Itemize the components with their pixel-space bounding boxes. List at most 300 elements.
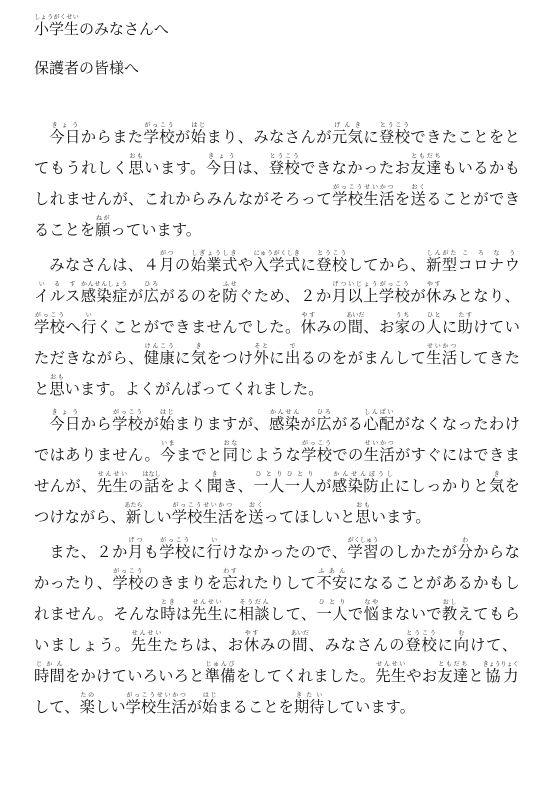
furigana-word: [49, 122, 81, 146]
furigana-reading: がくしゅう: [347, 537, 379, 544]
ruby-base: 休: [426, 287, 442, 305]
letter-paragraph-1: [34, 122, 520, 246]
ruby-base: 願: [95, 221, 111, 239]
furigana-word: [80, 281, 128, 305]
furigana-word: [49, 374, 65, 398]
furigana-reading: あいだ: [346, 312, 365, 319]
ruby-base: 感染防止: [331, 477, 395, 495]
text-run: をつけながら、: [34, 477, 520, 526]
text-run: と: [468, 667, 484, 685]
furigana-word: [437, 661, 469, 685]
text-run: が: [186, 698, 203, 716]
furigana-word: [394, 312, 411, 336]
furigana-word: [124, 502, 143, 526]
text-run: けなかったので、: [222, 543, 348, 561]
furigana-word: [363, 440, 396, 464]
furigana-word: [379, 122, 411, 146]
furigana-reading: がっこう: [301, 440, 333, 447]
ruby-base: 相談: [238, 605, 270, 623]
text-run: は: [175, 605, 192, 623]
text-run: しています。: [324, 698, 416, 716]
ruby-base: 登校: [405, 636, 438, 654]
text-run: しい: [94, 698, 126, 716]
furigana-word: [290, 630, 309, 654]
ruby-base: 登校: [379, 128, 411, 146]
furigana-word: [204, 661, 236, 685]
letter-paragraph-2: [34, 250, 520, 405]
furigana-reading: やす: [426, 281, 442, 288]
furigana-reading: せんせい: [191, 599, 223, 606]
ruby-base: 悩: [363, 605, 380, 623]
ruby-base: 防: [222, 287, 238, 305]
furigana-word: [142, 471, 161, 495]
ruby-base: 聞: [206, 477, 223, 495]
furigana-word: [191, 599, 223, 623]
furigana-reading: かんせんぼうし: [331, 471, 395, 478]
ruby-base: 先生: [130, 636, 164, 654]
text-run: じような: [238, 446, 302, 464]
ruby-base: 時間: [34, 667, 66, 685]
furigana-word: [143, 122, 175, 146]
furigana-word: [125, 692, 187, 716]
furigana-word: [378, 281, 411, 305]
text-run: に: [269, 349, 285, 367]
text-run: が: [174, 128, 191, 146]
furigana-reading: たの: [79, 692, 95, 699]
text-run: けていただきながら、: [34, 318, 520, 367]
ruby-base: 一人: [316, 605, 348, 623]
text-run: 、お: [363, 318, 395, 336]
furigana-reading: じゅんび: [204, 661, 236, 668]
furigana-word: [190, 250, 238, 274]
letter-heading-parents: [34, 54, 520, 83]
text-run: 保護者の皆様へ: [34, 58, 140, 77]
ruby-base: 学習: [347, 543, 379, 561]
furigana-word: [346, 312, 365, 336]
furigana-word: [253, 343, 270, 367]
furigana-word: [284, 343, 301, 367]
text-run: もいるかもしれませんが、これからみんながそろって: [34, 159, 520, 208]
furigana-reading: ふせ: [222, 281, 238, 288]
furigana-reading: ひろ: [143, 281, 159, 288]
furigana-word: [206, 537, 223, 561]
furigana-reading: き: [206, 471, 223, 478]
text-run: みなさんは、４: [49, 256, 160, 274]
text-run: に: [175, 349, 191, 367]
furigana-word: [316, 568, 348, 592]
text-run: の: [174, 256, 191, 274]
furigana-word: [293, 692, 325, 716]
furigana-reading: きょう: [205, 153, 237, 160]
furigana-word: [190, 343, 207, 367]
furigana-reading: がっこう: [143, 122, 175, 129]
ruby-base: 感染症: [80, 287, 128, 305]
text-run: まり、みなさんが: [206, 128, 332, 146]
furigana-word: [130, 630, 164, 654]
furigana-word: [316, 409, 332, 433]
text-run: たちは、お: [163, 636, 244, 654]
furigana-reading: にゅうがくしき: [253, 250, 301, 257]
furigana-reading: がっこうせいかつ: [125, 692, 187, 699]
furigana-reading: わ: [457, 537, 473, 544]
ruby-base: 学校: [143, 128, 175, 146]
furigana-reading: おも: [128, 153, 144, 160]
furigana-word: [127, 537, 144, 561]
text-run: に: [363, 128, 380, 146]
ruby-base: 忘: [222, 574, 238, 592]
ruby-base: 感染: [269, 415, 301, 433]
furigana-reading: げついじょう: [331, 281, 379, 288]
ruby-base: 心配: [363, 415, 395, 433]
text-run: から: [80, 415, 113, 433]
furigana-reading: しんぱい: [363, 409, 395, 416]
ruby-base: 思: [355, 508, 371, 526]
furigana-reading: はなし: [142, 471, 161, 478]
furigana-reading: ころなういるす: [34, 250, 520, 288]
ruby-base: 思: [128, 159, 145, 177]
ruby-base: 広: [316, 415, 332, 433]
text-run: がなくなったわけではありません。: [34, 415, 520, 464]
text-run: います。: [370, 508, 431, 526]
ruby-base: 広: [143, 287, 160, 305]
furigana-word: [128, 153, 145, 177]
ruby-base: 期待: [293, 698, 325, 716]
furigana-word: [426, 312, 442, 336]
ruby-base: 月以上: [331, 287, 379, 305]
furigana-word: [457, 312, 474, 336]
furigana-reading: はじ: [190, 122, 206, 129]
furigana-reading: がっこう: [378, 281, 410, 288]
furigana-word: [332, 184, 395, 208]
text-run: のみなさんへ: [79, 20, 169, 38]
furigana-word: [143, 343, 176, 367]
ruby-base: 送: [248, 508, 264, 526]
text-run: を: [232, 508, 249, 526]
ruby-base: 始: [190, 128, 207, 146]
furigana-reading: きたい: [293, 692, 325, 699]
furigana-reading: おも: [49, 374, 65, 381]
furigana-reading: かんせんしょう: [80, 281, 128, 288]
furigana-reading: おく: [410, 184, 426, 191]
furigana-word: [316, 599, 348, 623]
furigana-reading: せんせい: [130, 630, 163, 637]
ruby-base: 気: [488, 477, 505, 495]
ruby-base: 生活: [363, 446, 396, 464]
ruby-base: 一人一人: [253, 477, 317, 495]
text-run: をつけ: [206, 349, 254, 367]
furigana-reading: きょう: [49, 122, 81, 129]
ruby-base: 入学式: [253, 256, 301, 274]
furigana-word: [171, 502, 233, 526]
ruby-base: 向: [453, 636, 470, 654]
furigana-reading: しょうがくせい: [34, 14, 79, 21]
furigana-reading: せんせい: [375, 661, 407, 668]
furigana-reading: とうこう: [379, 122, 411, 129]
furigana-reading: がっこうせいかつ: [171, 502, 233, 509]
furigana-word: [375, 661, 407, 685]
furigana-reading: せいかつ: [363, 440, 395, 447]
furigana-reading: なや: [363, 599, 379, 606]
furigana-reading: おく: [248, 502, 264, 509]
text-run: みの: [316, 318, 348, 336]
text-run: して、: [269, 605, 317, 623]
ruby-base: 始: [202, 698, 218, 716]
text-run: に: [437, 636, 454, 654]
furigana-word: [355, 502, 371, 526]
ruby-base: 外: [253, 349, 270, 367]
ruby-base: 始: [159, 415, 175, 433]
text-run: しい: [141, 508, 172, 526]
furigana-reading: ともだち: [437, 661, 469, 668]
letter-body: [34, 122, 520, 723]
furigana-reading: とうこう: [268, 153, 300, 160]
furigana-word: [34, 661, 66, 685]
ruby-base: 出: [284, 349, 301, 367]
ruby-base: 学校: [34, 318, 66, 336]
text-run: で: [347, 605, 364, 623]
ruby-base: 今日: [49, 415, 81, 433]
furigana-word: [331, 281, 379, 305]
furigana-word: [363, 599, 380, 623]
ruby-base: 登校: [316, 256, 348, 274]
furigana-word: [81, 312, 97, 336]
furigana-word: [112, 568, 144, 592]
text-run: やお: [406, 667, 438, 685]
text-run: をかけていろいろと: [65, 667, 205, 685]
text-run: のきまりを: [143, 574, 223, 592]
text-run: は、: [237, 159, 269, 177]
text-run: にしっかりと: [394, 477, 489, 495]
furigana-word: [301, 440, 333, 464]
text-run: が: [316, 477, 332, 495]
text-run: みとなり、: [441, 287, 520, 305]
text-run: をしてくれました。: [235, 667, 376, 685]
furigana-word: [95, 215, 111, 239]
furigana-reading: ひとりひとり: [253, 471, 316, 478]
text-run: また、２か: [49, 543, 128, 561]
furigana-reading: おし: [441, 599, 458, 606]
furigana-reading: うち: [394, 312, 411, 319]
text-run: まることを: [217, 698, 294, 716]
letter-paragraph-4: [34, 537, 520, 723]
text-run: も: [143, 543, 160, 561]
furigana-reading: はじ: [202, 692, 218, 699]
text-run: の: [128, 477, 144, 495]
text-run: が: [300, 415, 317, 433]
furigana-reading: やす: [300, 312, 316, 319]
ruby-base: 行: [81, 318, 97, 336]
furigana-reading: ふあん: [316, 568, 348, 575]
furigana-reading: とうこう: [405, 630, 437, 637]
ruby-base: 思: [49, 380, 65, 398]
furigana-word: [426, 343, 458, 367]
ruby-base: 助: [457, 318, 474, 336]
ruby-base: 学校: [112, 415, 144, 433]
text-run: がすぐにはできませんが、: [34, 446, 520, 495]
ruby-base: コロナウイルス: [34, 256, 520, 305]
furigana-word: [410, 153, 442, 177]
text-run: での: [332, 446, 364, 464]
furigana-word: [316, 250, 348, 274]
furigana-word: [222, 281, 238, 305]
ruby-base: 楽: [79, 698, 95, 716]
ruby-base: 時: [160, 605, 176, 623]
furigana-word: [205, 153, 238, 177]
text-run: に: [300, 256, 317, 274]
ruby-base: 新: [124, 508, 143, 526]
furigana-word: [457, 537, 474, 561]
text-run: き、: [222, 477, 254, 495]
furigana-word: [426, 250, 458, 274]
furigana-word: [482, 661, 519, 685]
furigana-word: [206, 471, 223, 495]
furigana-word: [79, 692, 95, 716]
text-run: ぐため、２か: [237, 287, 332, 305]
furigana-word: [331, 471, 395, 495]
text-run: してきたと: [34, 349, 520, 398]
furigana-reading: で: [284, 343, 301, 350]
furigana-reading: はじ: [159, 409, 175, 416]
furigana-reading: しんがた: [426, 250, 458, 257]
furigana-reading: きょうりょく: [482, 661, 519, 668]
text-run: へ: [65, 318, 82, 336]
furigana-reading: き: [488, 471, 505, 478]
furigana-word: [190, 122, 207, 146]
furigana-reading: わす: [222, 568, 238, 575]
furigana-word: [300, 312, 317, 336]
furigana-reading: おも: [355, 502, 371, 509]
ruby-base: 間: [346, 318, 365, 336]
text-run: が: [127, 287, 144, 305]
ruby-base: 気: [190, 349, 207, 367]
furigana-reading: ひと: [426, 312, 442, 319]
text-run: がる: [331, 415, 364, 433]
text-run: います。: [144, 159, 206, 177]
ruby-base: 分: [457, 543, 474, 561]
furigana-word: [34, 312, 66, 336]
furigana-word: [269, 409, 301, 433]
ruby-base: 登校: [268, 159, 301, 177]
text-run: まりますが、: [174, 415, 270, 433]
ruby-base: 先生: [96, 477, 129, 495]
text-run: の: [410, 318, 427, 336]
text-run: からまた: [80, 128, 144, 146]
ruby-base: 先生: [191, 605, 223, 623]
furigana-reading: とき: [160, 599, 176, 606]
furigana-word: [160, 440, 176, 464]
furigana-reading: いま: [160, 440, 176, 447]
furigana-reading: せんせい: [96, 471, 128, 478]
letter-paragraph-3: [34, 409, 520, 533]
furigana-reading: とうこう: [316, 250, 348, 257]
furigana-word: [405, 630, 438, 654]
furigana-reading: あいだ: [290, 630, 309, 637]
text-run: います。よくがんばってくれました。: [64, 380, 324, 398]
text-run: けて、: [469, 636, 518, 654]
furigana-reading: い: [206, 537, 222, 544]
furigana-word: [159, 537, 191, 561]
ruby-base: 今日: [49, 128, 81, 146]
furigana-reading: かんせん: [269, 409, 301, 416]
furigana-word: [160, 599, 176, 623]
furigana-reading: がっこう: [112, 568, 144, 575]
furigana-word: [159, 250, 175, 274]
ruby-base: 準備: [204, 667, 236, 685]
furigana-reading: ひろ: [316, 409, 332, 416]
text-run: っています。: [110, 221, 202, 239]
furigana-reading: しぎょうしき: [190, 250, 238, 257]
furigana-reading: ひとり: [316, 599, 348, 606]
furigana-word: [96, 471, 129, 495]
ruby-base: 学校生活: [332, 190, 395, 208]
ruby-base: 学校生活: [171, 508, 233, 526]
furigana-reading: きょう: [49, 409, 81, 416]
ruby-base: 友達: [410, 159, 442, 177]
furigana-reading: がっこうせいかつ: [332, 184, 395, 191]
ruby-base: 送: [410, 190, 427, 208]
furigana-word: [253, 471, 317, 495]
text-run: を: [394, 190, 411, 208]
ruby-base: 不安: [316, 574, 348, 592]
furigana-word: [243, 630, 261, 654]
text-run: までと: [175, 446, 223, 464]
text-run: できなかったお: [300, 159, 411, 177]
ruby-base: 休: [243, 636, 261, 654]
ruby-base: 今: [160, 446, 176, 464]
furigana-reading: がつ: [159, 250, 175, 257]
furigana-word: [49, 409, 81, 433]
furigana-word: [363, 409, 395, 433]
ruby-base: 間: [290, 636, 309, 654]
text-run: れたりして: [237, 574, 317, 592]
text-run: みの: [260, 636, 293, 654]
ruby-base: 行: [206, 543, 223, 561]
furigana-word: [222, 440, 239, 464]
text-run: るのをがまんして: [300, 349, 427, 367]
ruby-base: 学校: [378, 287, 411, 305]
furigana-word: [410, 184, 427, 208]
text-run: に: [441, 318, 458, 336]
furigana-word: [268, 153, 301, 177]
furigana-reading: おな: [222, 440, 239, 447]
furigana-word: [238, 599, 270, 623]
text-run: に: [190, 543, 207, 561]
ruby-base: 学校: [159, 543, 191, 561]
text-run: のしかたが: [378, 543, 458, 561]
furigana-reading: がっこう: [159, 537, 191, 544]
text-run: まないで: [379, 605, 442, 623]
text-run: ることができることを: [34, 190, 520, 239]
furigana-word: [441, 599, 458, 623]
text-run: えてもらいましょう。: [34, 605, 520, 654]
furigana-word: [202, 692, 218, 716]
text-run: してから、: [347, 256, 427, 274]
ruby-base: 今日: [205, 159, 238, 177]
text-run: をよく: [159, 477, 207, 495]
furigana-reading: あたら: [124, 502, 143, 509]
ruby-base: 学校: [112, 574, 144, 592]
furigana-word: [248, 502, 264, 526]
furigana-reading: たす: [457, 312, 473, 319]
text-run: して、: [34, 698, 80, 716]
ruby-base: 月: [127, 543, 144, 561]
text-run: に: [222, 605, 239, 623]
ruby-base: 学校: [301, 446, 333, 464]
furigana-word: [159, 409, 175, 433]
text-run: できたことをとてもうれしく: [34, 128, 520, 177]
furigana-word: [143, 281, 160, 305]
ruby-base: 友達: [437, 667, 469, 685]
